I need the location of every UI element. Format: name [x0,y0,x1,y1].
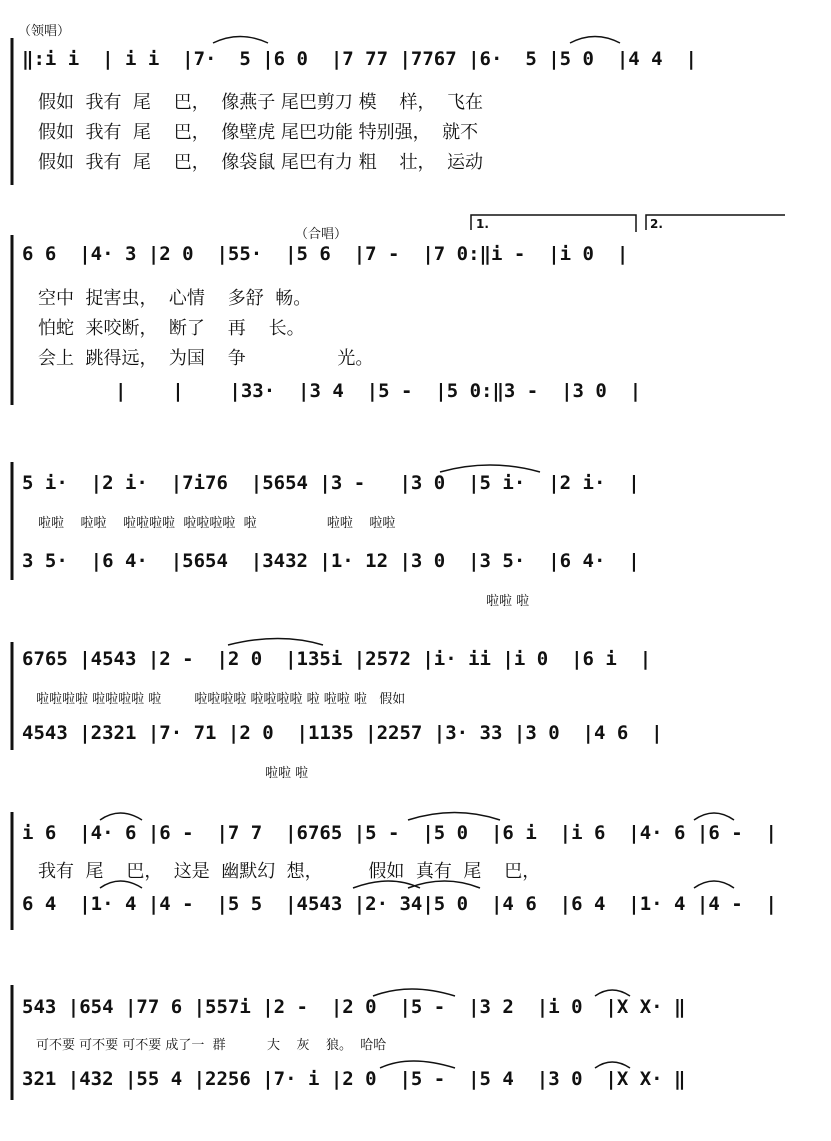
system3-notes-top: 5 i· |2 i· |7i76 |5654 |3 - |3 0 |5 i· |2 i· | [22,472,640,494]
system2-notes-top: 6 6 |4· 3 |2 0 |55· |5 6 |7 - |7 0:‖i - |i 0 | [22,243,629,265]
system1-lyrics-verse1: 假如 我有 尾 巴， 像燕子 尾巴剪刀 模 样， 飞在 [38,92,483,113]
system4-notes-top: 6765 |4543 |2 - |2 0 |135i |2572 |i· ii |i 0 |6 i | [22,648,652,670]
system6-lyrics: 可不要 可不要 可不要 成了一 群 大 灰 狼。 哈哈 [36,1038,387,1053]
chorus-marker: （合唱） [295,227,348,242]
system1-lyrics-verse2: 假如 我有 尾 巴， 像壁虎 尾巴功能 特别强， 就不 [38,122,479,143]
system1-lyrics-verse3: 假如 我有 尾 巴， 像袋鼠 尾巴有力 粗 壮， 运动 [38,152,483,173]
system3-lyrics-bottom: 啦啦 啦 [486,594,530,609]
system1-notes: ‖:i i | i i |7· 5 |6 0 |7 77 |7767 |6· 5 |5 0 |4 4 | [22,48,697,70]
system2-lyrics-verse1: 空中 捉害虫， 心情 多舒 畅。 [38,288,312,309]
system5-lyrics: 我有 尾 巴， 这是 幽默幻 想， 假如 真有 尾 巴， [38,861,541,882]
system4-notes-bottom: 4543 |2321 |7· 71 |2 0 |1135 |2257 |3· 33 |3 0 |4 6 | [22,722,663,744]
system6-notes-top: 543 |654 |77 6 |557i |2 - |2 0 |5 - |3 2 |i 0 |X X· ‖ [22,996,686,1018]
system4-lyrics-bottom: 啦啦 啦 [265,766,309,781]
system5-notes-top: i 6 |4· 6 |6 - |7 7 |6765 |5 - |5 0 |6 i |i 6 |4· 6 |6 - | [22,822,777,844]
system5-notes-bottom: 6 4 |1· 4 |4 - |5 5 |4543 |2· 34|5 0 |4 6 |6 4 |1· 4 |4 - | [22,893,777,915]
system6-notes-bottom: 321 |432 |55 4 |2256 |7· i |2 0 |5 - |5 4 |3 0 |X X· ‖ [22,1068,686,1090]
system2-notes-bottom: | | |33· |3 4 |5 - |5 0:‖3 - |3 0 | [115,380,642,402]
system3-lyrics-top: 啦啦 啦啦 啦啦啦啦 啦啦啦啦 啦 啦啦 啦啦 [38,516,396,531]
ending-1-label: 1. [476,217,489,231]
solo-marker: （领唱） [18,24,71,39]
ending-2-label: 2. [650,217,663,231]
system2-lyrics-verse2: 怕蛇 来咬断， 断了 再 长。 [38,318,305,339]
system4-lyrics-top: 啦啦啦啦 啦啦啦啦 啦 啦啦啦啦 啦啦啦啦 啦 啦啦 啦 假如 [36,692,406,707]
system2-lyrics-verse3: 会上 跳得远， 为国 争 光。 [38,348,374,369]
system3-notes-bottom: 3 5· |6 4· |5654 |3432 |1· 12 |3 0 |3 5· |6 4· | [22,550,640,572]
